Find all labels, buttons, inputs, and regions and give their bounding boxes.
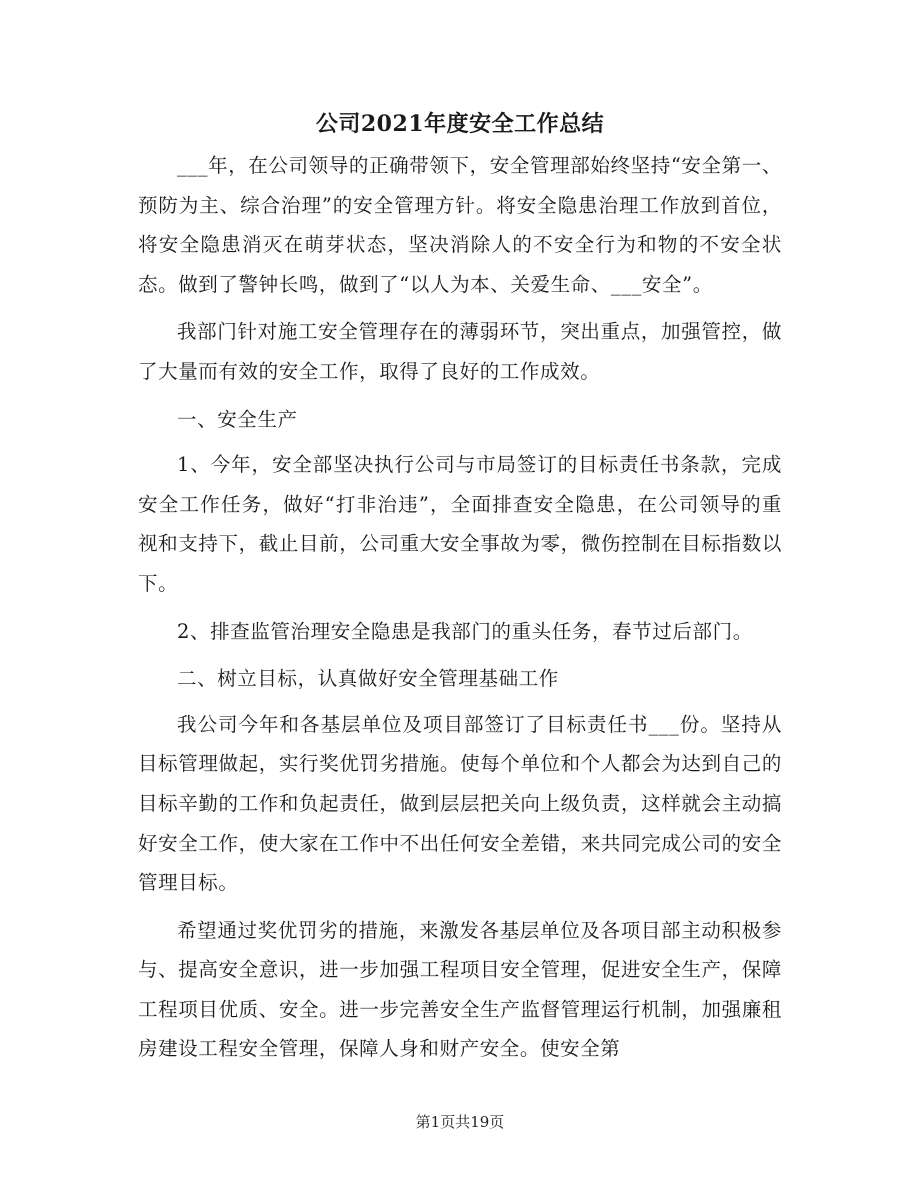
- paragraph-incentives: 希望通过奖优罚劣的措施，来激发各基层单位及各项目部主动积极参与、提高安全意识，进一步加强工程项目安全管理，促进安全生产，保障工程项目优质、安全。进一步完善安全生产监督管理运行机制，加强廉租房建设工程安全管理，保障人身和财产安全。使安全第: [138, 918, 782, 1061]
- paragraph-target-responsibility: 我公司今年和各基层单位及项目部签订了目标责任书___份。坚持从目标管理做起，实行奖优罚劣措施。使每个单位和个人都会为达到自己的目标辛勤的工作和负起责任，做到层层把关向上级负责，这样就会主动搞好安全工作，使大家在工作中不出任何安全差错，来共同完成公司的安全管理目标。: [138, 712, 782, 895]
- paragraph-item-1: 1、今年，安全部坚决执行公司与市局签订的目标责任书条款，完成安全工作任务，做好“打非治违”，全面排查安全隐患，在公司领导的重视和支持下，截止目前，公司重大安全事故为零，微伤控制在目标指数以下。: [138, 453, 782, 595]
- section-heading-targets: 二、树立目标，认真做好安全管理基础工作: [177, 667, 559, 691]
- paragraph-intro: ___年，在公司领导的正确带领下，安全管理部始终坚持“安全第一、预防为主、综合治理”的安全管理方针。将安全隐患治理工作放到首位，将安全隐患消灭在萌芽状态，坚决消除人的不安全行为和物的不安全状态。做到了警钟长鸣，做到了“以人为本、关爱生命、___安全”。: [138, 154, 782, 296]
- paragraph-item-2: 2、排查监管治理安全隐患是我部门的重头任务，春节过后部门。: [177, 619, 753, 643]
- page-number: 第1页共19页: [415, 1113, 505, 1131]
- section-heading-safety-production: 一、安全生产: [177, 407, 298, 431]
- document-title: 公司2021年度安全工作总结: [315, 111, 605, 137]
- document-body: [138, 146, 782, 1077]
- paragraph-summary: 我部门针对施工安全管理存在的薄弱环节，突出重点，加强管控，做了大量而有效的安全工作，取得了良好的工作成效。: [138, 320, 782, 383]
